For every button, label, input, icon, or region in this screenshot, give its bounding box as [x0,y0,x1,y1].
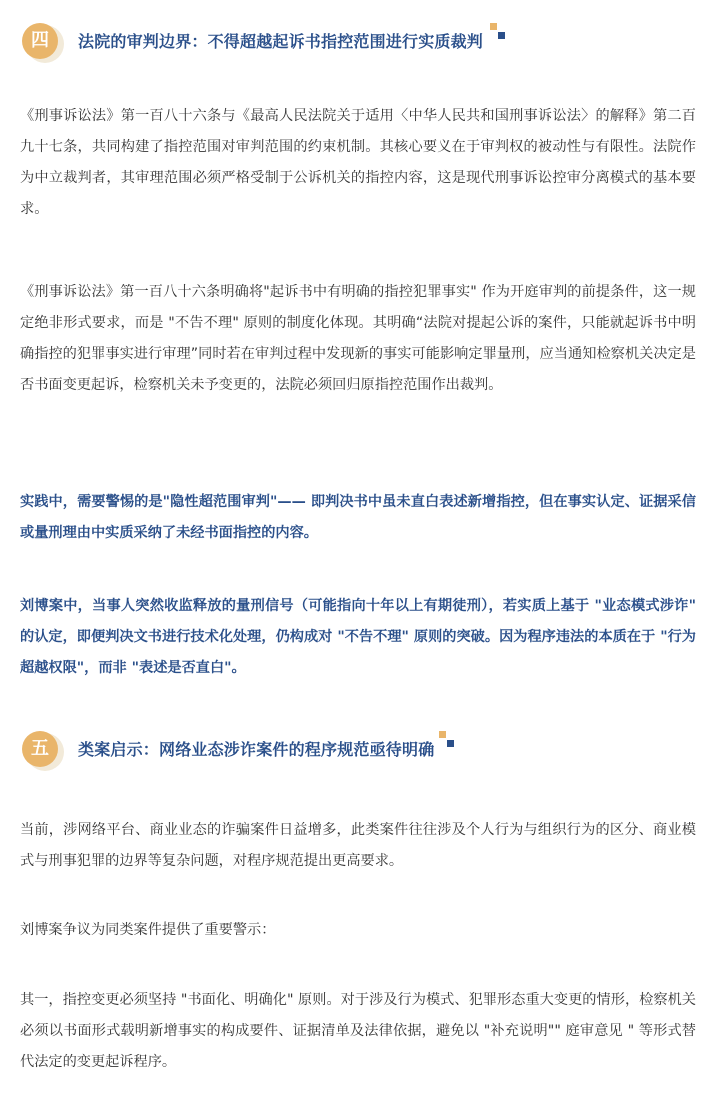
paragraph-emphasis: 实践中，需要警惕的是"隐性超范围审判"—— 即判决书中虽未直白表述新增指控，但在事实认定、证据采信或量刑理由中实质采纳了未经书面指控的内容。 [20,494,696,541]
decorative-square-blue [498,32,505,39]
section-title-5: 类案启示：网络业态涉诈案件的程序规范亟待明确 [78,740,435,759]
paragraph-emphasis: 刘博案中，当事人突然收监释放的量刑信号（可能指向十年以上有期徒刑），若实质上基于 "业态模式涉诈" 的认定，即便判决文书进行技术化处理，仍构成对 "不告不理" 原则的突破。因为程序违法的本质在于 "行为超越权限"，而非 "表述是否直白"。 [20,598,696,676]
section-number-badge [22,23,66,67]
decorative-square-gold [490,23,497,30]
paragraph: 《刑事诉讼法》第一百八十六条明确将"起诉书中有明确的指控犯罪事实" 作为开庭审判的前提条件，这一规定绝非形式要求，而是 "不告不理" 原则的制度化体现。其明确“法院对提起公诉的案件，只能就起诉书中明确指控的犯罪事实进行审理”同时若在审判过程中发现新的事实可能影响定罪量刑，应当通知检察机关决定是否书面变更起诉，检察机关未予变更的，法院必须回归原指控范围作出裁判。 [20,284,696,393]
section-number-4: 四 [22,23,58,59]
paragraph: 当前，涉网络平台、商业业态的诈骗案件日益增多，此类案件往往涉及个人行为与组织行为的区分、商业模式与刑事犯罪的边界等复杂问题，对程序规范提出更高要求。 [20,822,696,869]
paragraph: 刘博案争议为同类案件提供了重要警示： [20,922,276,938]
section-heading-4 [22,23,702,73]
paragraph: 《刑事诉讼法》第一百八十六条与《最高人民法院关于适用〈中华人民共和国刑事诉讼法〉的解释》第二百九十七条，共同构建了指控范围对审判范围的约束机制。其核心要义在于审判权的被动性与有限性。法院作为中立裁判者，其审理范围必须严格受制于公诉机关的指控内容，这是现代刑事诉讼控审分离模式的基本要求。 [20,108,696,217]
decorative-square-blue [447,740,454,747]
section-number-badge [22,731,66,775]
section-number-5: 五 [22,731,58,767]
decorative-square-gold [439,731,446,738]
paragraph: 其一，指控变更必须坚持 "书面化、明确化" 原则。对于涉及行为模式、犯罪形态重大变更的情形，检察机关必须以书面形式载明新增事实的构成要件、证据清单及法律依据，避免以 "补充说明"" 庭审意见 " 等形式替代法定的变更起诉程序。 [20,992,696,1070]
section-title-4: 法院的审判边界：不得超越起诉书指控范围进行实质裁判 [78,32,484,51]
section-heading-5 [22,731,702,781]
